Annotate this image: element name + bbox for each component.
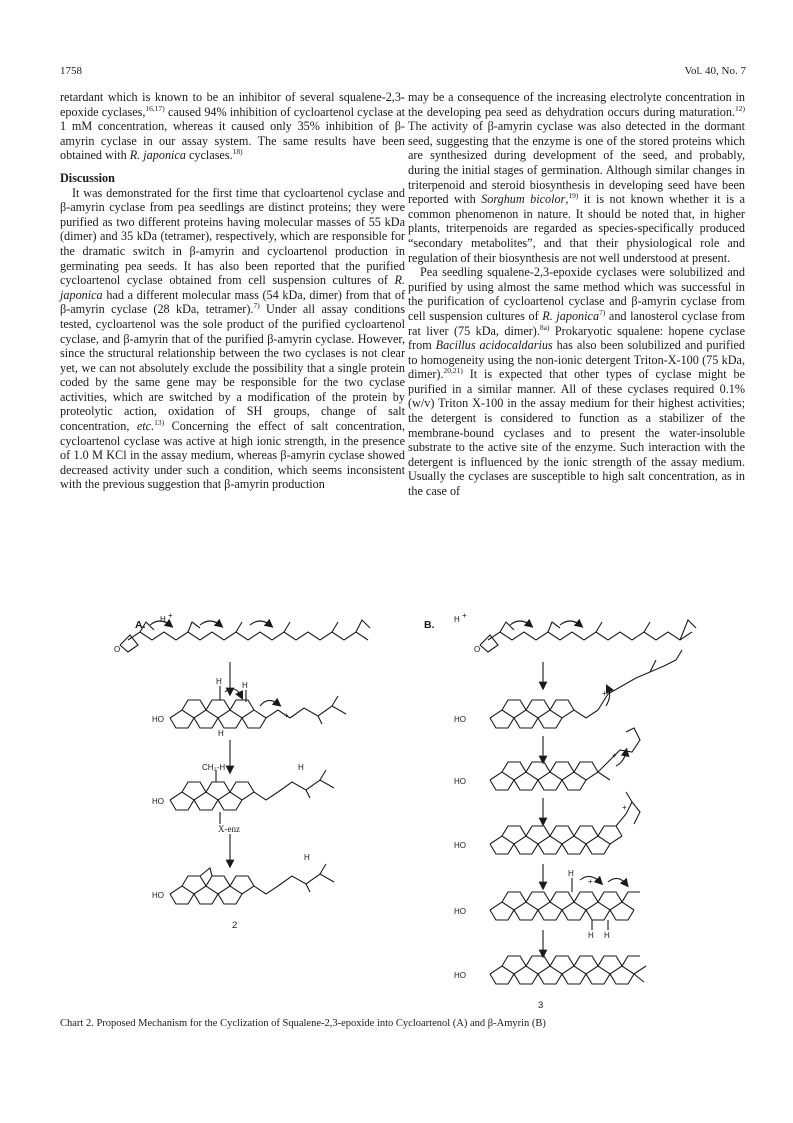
hydroxyl-label: HO	[454, 841, 466, 850]
hydrogen-label: H	[568, 869, 574, 878]
methyl-hydrogen-label: CH₂-H	[202, 763, 226, 772]
panel-b-oleanyl-cation	[490, 792, 640, 854]
plus-sign: +	[168, 611, 173, 620]
right-column	[408, 90, 745, 499]
paragraph: may be a consequence of the increasing electrolyte concentration in the developing pea seed as dehydration occurs during maturation.$^{12)}$ The activity of β-amyrin cyclase was also detected in the dormant seed, suggesting that the enzyme is one of the stored proteins which are synthesized during development of the seed, and probably, during the initial stages of germination. Although similar changes in triterpenoid and steroid biosynthesis in developing seed have been reported with Sorghum bicolor,$^{19)}$ it is not known whether it is a common phenomenon in nature. It should be noted that, in higher plants, triterpenoids are regarded as species-specifically produced “secondary metabolites”, and that their physiological role and regulation of their biosynthesis are not well understood at present.	[408, 90, 745, 265]
hydroxyl-label: HO	[152, 797, 164, 806]
compound-number: 3	[538, 1000, 544, 1010]
hydrogen-label: H	[588, 931, 594, 940]
chart-caption: Chart 2. Proposed Mechanism for the Cyclization of Squalene-2,3-epoxide into Cycloartenol (A) and β-Amyrin (B)	[60, 1018, 546, 1029]
enzyme-label: X-enz	[218, 824, 240, 834]
left-column	[60, 90, 405, 492]
section-heading: Discussion	[60, 170, 115, 185]
plus-sign: +	[462, 611, 467, 620]
hydroxyl-label: HO	[152, 715, 164, 724]
paragraph: retardant which is known to be an inhibitor of several squalene-2,3-epoxide cyclases,$^{16,17)}$ caused 94% inhibition of cycloartenol cyclase at 1 mM concentration, whereas it caused only 35% inhibition of β-amyrin cyclase in our assay system. The same results have been obtained with R. japonica cyclases.$^{18)}$	[60, 90, 406, 163]
paragraph: Pea seedling squalene-2,3-epoxide cyclases were solubilized and purified by using almost the same method which was successful in the purification of cycloartenol cyclase and β-amyrin cyclase from cell suspension cultures of R. japonica$^{7)}$ and lanosterol cyclase from rat liver (75 kDa, dimer).$^{8a)}$ Prokaryotic squalene: hopene cyclase from Bacillus acidocaldarius has also been solubilized and purified to homogeneity using the non-ionic detergent Triton-X-100 (75 kDa, dimer).$^{20,21)}$ It is expected that other types of cyclase might be purified in a similar manner. All of these cyclases required 0.1% (w/v) Triton X-100 in the assay medium for their highest activities; the detergent is considered to function as a stabilizer of the membrane-bound cyclases and to present the water-insoluble substrate to the active site of the enzyme. Such interaction with the detergent is influenced by the ionic strength of the assay medium. Usually the cyclases are susceptible to high salt concentration, as in the case of	[408, 265, 745, 499]
oxygen-label: O	[474, 645, 481, 654]
page-number: 1758	[60, 65, 82, 77]
hydroxyl-label: HO	[454, 715, 466, 724]
journal-volume: Vol. 40, No. 7	[684, 65, 746, 77]
hydroxyl-label: HO	[454, 971, 466, 980]
proton-label: H	[454, 615, 460, 624]
panel-b-beta-amyrin	[490, 956, 646, 984]
hydrogen-label: H	[242, 681, 248, 690]
plus-sign: +	[622, 803, 627, 812]
plus-sign: +	[588, 877, 593, 886]
hydrogen-label: H	[604, 931, 610, 940]
plus-sign: +	[602, 689, 607, 698]
compound-number: 2	[232, 920, 238, 931]
panel-a-protosteryl-cation	[170, 686, 346, 728]
plus-sign: +	[284, 711, 289, 720]
hydrogen-label: H	[218, 729, 224, 738]
panel-b-squalene-epoxide	[480, 620, 696, 652]
hydroxyl-label: HO	[152, 891, 164, 900]
hydrogen-label: H	[216, 677, 222, 686]
panel-a-lanosteryl-intermediate	[170, 770, 334, 824]
proton-label: H	[160, 615, 166, 624]
panel-a-squalene-epoxide	[120, 620, 370, 652]
mechanism-diagram	[60, 610, 750, 1010]
panel-b-baccharenyl-cation	[490, 728, 640, 790]
panel-a-cycloartenol	[170, 864, 334, 904]
panel-b-dammarenyl-cation	[490, 650, 682, 728]
oxygen-label: O	[114, 645, 121, 654]
reaction-scheme	[60, 610, 750, 1010]
panel-a-label: A.	[135, 619, 146, 631]
panel-b-label: B.	[424, 619, 435, 631]
hydroxyl-label: HO	[454, 907, 466, 916]
panel-b-hydride-shift	[490, 876, 640, 930]
hydroxyl-label: HO	[454, 777, 466, 786]
plus-sign: +	[612, 751, 617, 760]
paragraph: It was demonstrated for the first time that cycloartenol cyclase and β-amyrin cyclase from pea seedlings are distinct proteins; they were purified as two different proteins having molecular masses of 55 kDa (dimer) and 35 kDa (tetramer), respectively, which are responsible for the dramatic switch in β-amyrin and cycloartenol production in germinating pea seeds. It has also been reported that the purified cycloartenol cyclase obtained from cell suspension cultures of R. japonica had a different molecular mass (54 kDa, dimer) from that of β-amyrin cyclase (28 kDa, tetramer).$^{7)}$ Under all assay conditions tested, cycloartenol was the sole product of the purified cycloartenol cyclase, and β-amyrin that of the purified β-amyrin cyclase. However, since the structural relationship between the two cyclases is not clear yet, we can not absolutely exclude the possibility that a single protein coded by the same gene may be responsible for the two cyclase activities, which are switched by a modification of the protein by proteolytic action, oxidation of SH groups, change of salt concentration, etc.$^{13)}$ Concerning the effect of salt concentration, cycloartenol cyclase was active at high ionic strength, in the presence of 1.0 M KCl in the assay medium, whereas β-amyrin cyclase showed decreased activity under such a condition, which seems inconsistent with the previous suggestion that β-amyrin production	[60, 185, 405, 492]
hydrogen-label: H	[298, 763, 304, 772]
hydrogen-label: H	[304, 853, 310, 862]
